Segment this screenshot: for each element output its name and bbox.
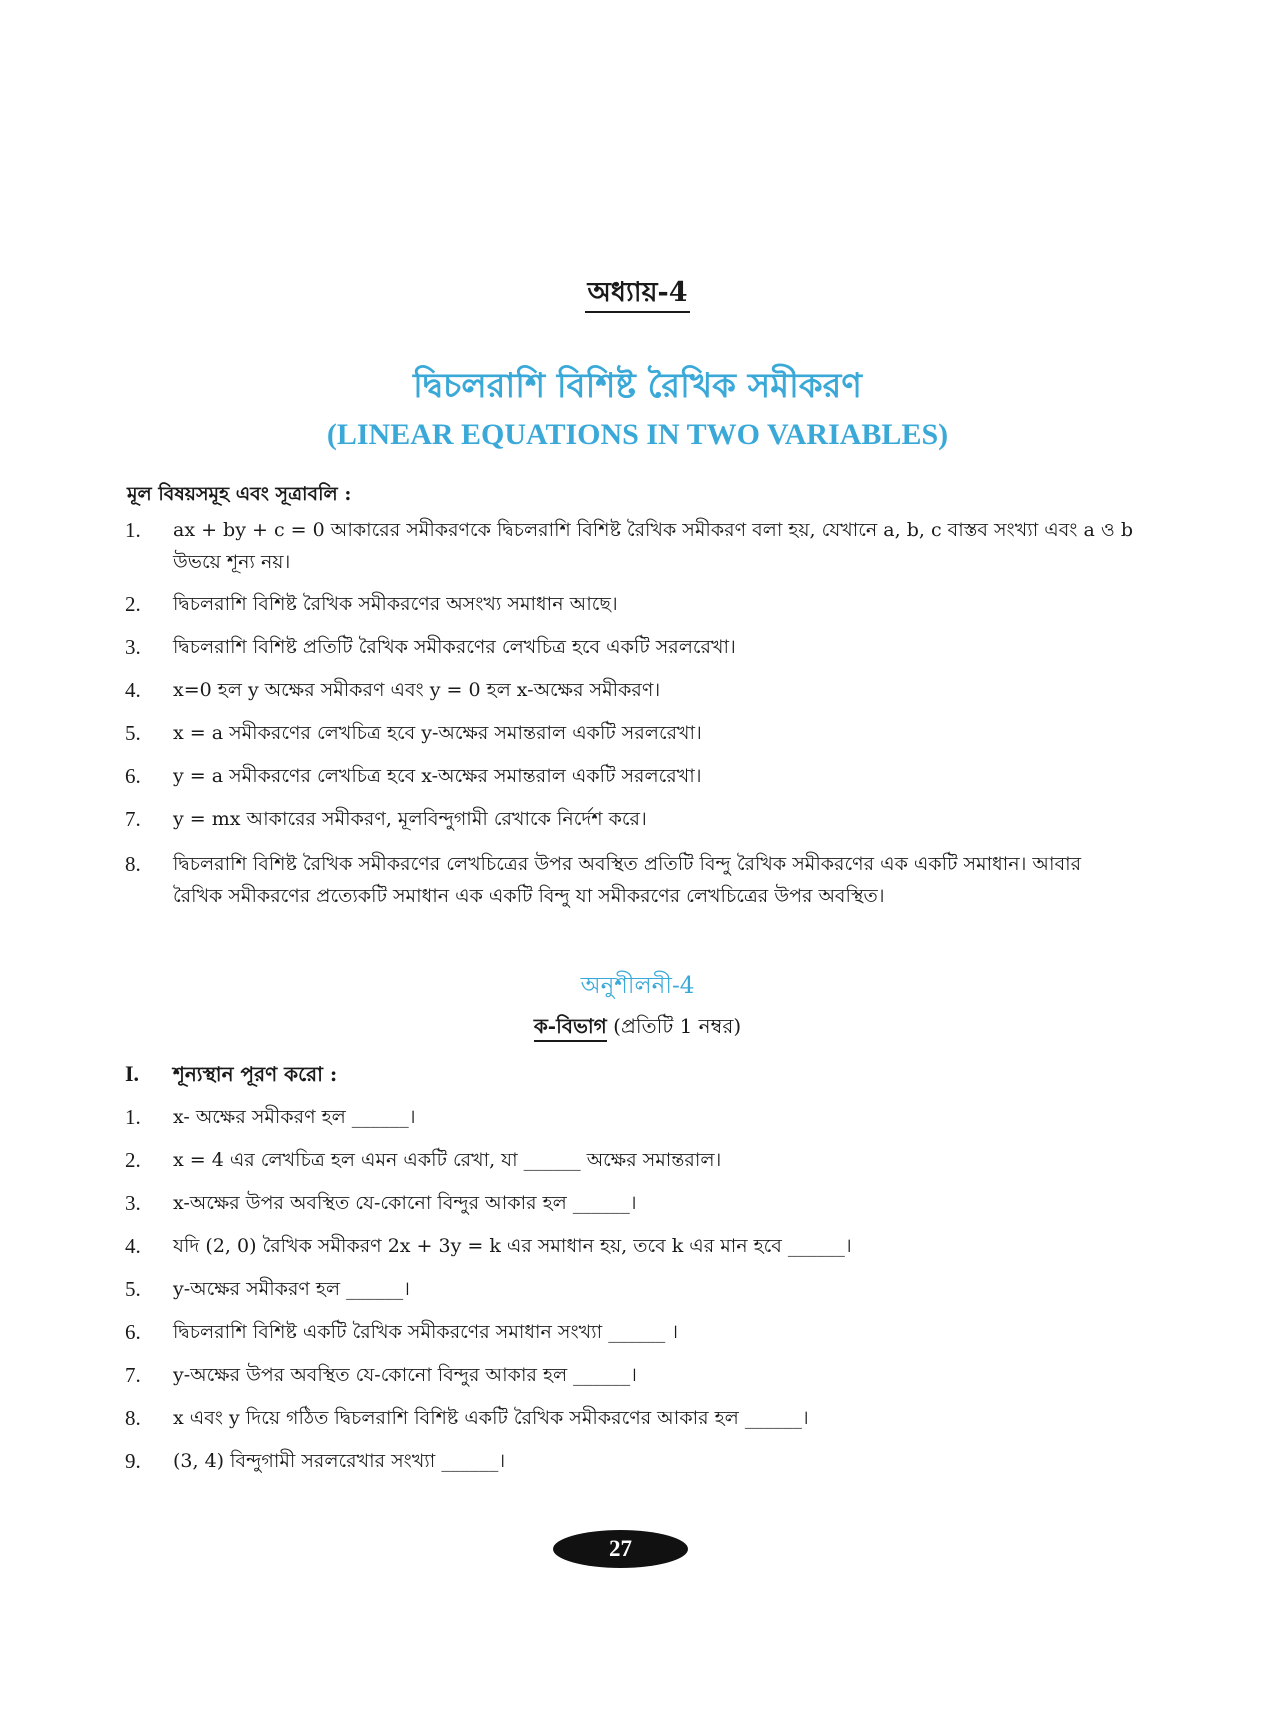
chapter-title-english: (LINEAR EQUATIONS IN TWO VARIABLES): [326, 418, 949, 451]
summary-item: 8. দ্বিচলরাশি বিশিষ্ট রৈখিক সমীকরণের লেখচিত্রের উপর অবস্থিত প্রতিটি বিন্দু রৈখিক সমীকরণের এক একটি সমাধান। আবার রৈখিক সমীকরণের প্রত্যেকটি সমাধান এক একটি বিন্দু যা সমীকরণের লেখচিত্রের উপর অবস্থিত।: [125, 852, 1082, 907]
page-number: 27: [553, 1530, 688, 1568]
summary-heading: মূল বিষয়সমূহ এবং সূত্রাবলি :: [127, 483, 352, 505]
section-label: ক-বিভাগ (প্রতিটি 1 নম্বর): [0, 1012, 1275, 1045]
fill-item: 6. দ্বিচলরাশি বিশিষ্ট একটি রৈখিক সমীকরণের সমাধান সংখ্যা ______ ।: [125, 1320, 679, 1344]
summary-item: 5. x = a সমীকরণের লেখচিত্র হবে y-অক্ষের সমান্তরাল একটি সরলরেখা।: [125, 721, 702, 745]
chapter-title-bengali: দ্বিচলরাশি বিশিষ্ট রৈখিক সমীকরণ: [413, 366, 862, 406]
fill-item: 3. x-অক্ষের উপর অবস্থিত যে-কোনো বিন্দুর আকার হল ______।: [125, 1191, 637, 1215]
summary-item: 7. y = mx আকারের সমীকরণ, মূলবিন্দুগামী রেখাকে নির্দেশ করে।: [125, 807, 647, 831]
fill-item: 5. y-অক্ষের সমীকরণ হল ______।: [125, 1277, 410, 1301]
fill-item: 2. x = 4 এর লেখচিত্র হল এমন একটি রেখা, যা ______ অক্ষের সমান্তরাল।: [125, 1148, 722, 1172]
summary-item: 3. দ্বিচলরাশি বিশিষ্ট প্রতিটি রৈখিক সমীকরণের লেখচিত্র হবে একটি সরলরেখা।: [125, 635, 736, 659]
summary-item: 1. ax + by + c = 0 আকারের সমীকরণকে দ্বিচলরাশি বিশিষ্ট রৈখিক সমীকরণ বলা হয়, যেখানে a, b, c বাস্তব সংখ্যা এবং a ও b উভয়ে শূন্য নয়।: [125, 518, 1134, 573]
exercise-title: অনুশীলনী-4: [580, 973, 695, 999]
summary-item: 6. y = a সমীকরণের লেখচিত্র হবে x-অক্ষের সমান্তরাল একটি সরলরেখা।: [125, 764, 702, 788]
summary-item: 2. দ্বিচলরাশি বিশিষ্ট রৈখিক সমীকরণের অসংখ্য সমাধান আছে।: [125, 592, 618, 616]
fill-item: 1. x- অক্ষের সমীকরণ হল ______।: [125, 1105, 416, 1129]
chapter-label: অধ্যায়-4: [0, 272, 1275, 317]
summary-item: 4. x=0 হল y অক্ষের সমীকরণ এবং y = 0 হল x-অক্ষের সমীকরণ।: [125, 678, 661, 702]
part-heading: I. শূন্যস্থান পূরণ করো :: [125, 1061, 338, 1086]
fill-item: 8. x এবং y দিয়ে গঠিত দ্বিচলরাশি বিশিষ্ট একটি রৈখিক সমীকরণের আকার হল ______।: [125, 1406, 809, 1430]
fill-item: 7. y-অক্ষের উপর অবস্থিত যে-কোনো বিন্দুর আকার হল ______।: [125, 1363, 637, 1387]
fill-item: 9. (3, 4) বিন্দুগামী সরলরেখার সংখ্যা ______।: [125, 1449, 506, 1473]
fill-item: 4. যদি (2, 0) রৈখিক সমীকরণ 2x + 3y = k এর সমাধান হয়, তবে k এর মান হবে ______।: [125, 1234, 852, 1258]
